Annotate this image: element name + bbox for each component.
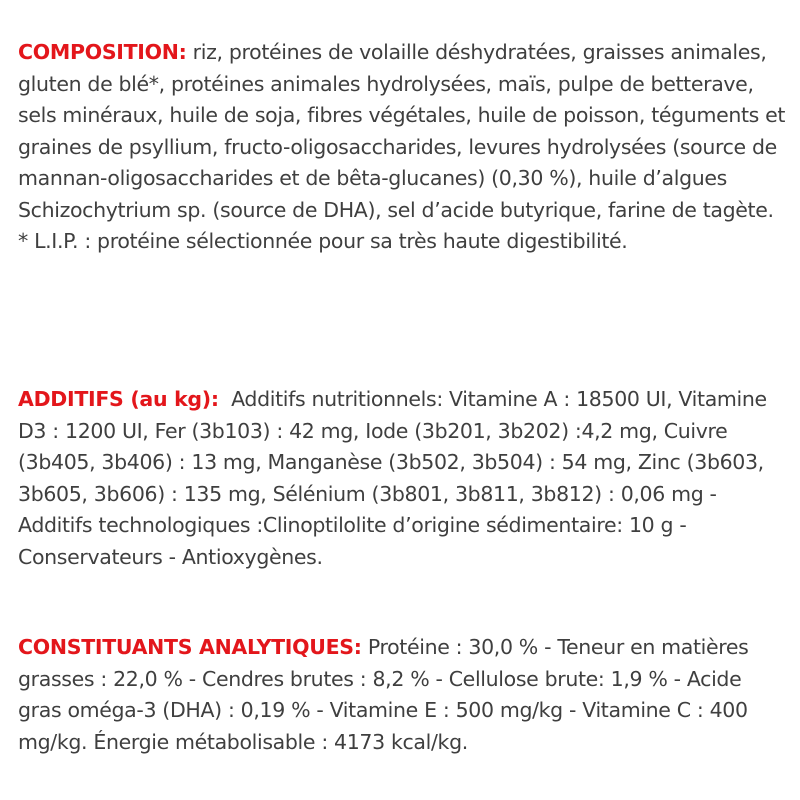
constituants-label: CONSTITUANTS ANALYTIQUES: xyxy=(18,635,362,659)
additifs-text: Additifs nutritionnels: Vitamine A : 18500 UI, Vitamine D3 : 1200 UI, Fer (3b103) : 42 mg, Iode (3b201, 3b202) :4,2 mg, Cuivre (3b405, 3b406) : 13 mg, Manganèse (3b502, 3b504) : 54 mg, Zinc (3b603, 3b605, 3b606) : 135 mg, Sélénium (3b801, 3b811, 3b812) : 0,06 mg - Additifs technologiques :Clinoptilolite d’origine sédimentaire: 10 g - Conservateurs - Antioxygènes. xyxy=(18,387,773,569)
additifs-section xyxy=(18,384,788,573)
additifs-label: ADDITIFS (au kg): xyxy=(18,387,219,411)
constituants-section xyxy=(18,632,788,758)
composition-text: riz, protéines de volaille déshydratées, graisses animales, gluten de blé*, protéines animales hydrolysées, maïs, pulpe de betterave, sels minéraux, huile de soja, fibres végétales, huile de poisson, téguments et graines de psyllium, fructo-oligosaccharides, levures hydrolysées (source de mannan-oligosaccharides et de bêta-glucanes) (0,30 %), huile d’algues Schizochytrium sp. (source de DHA), sel d’acide butyrique, farine de tagète. * L.I.P. : protéine sélectionnée pour sa très haute digestibilité. xyxy=(18,40,786,253)
composition-section xyxy=(18,37,788,258)
composition-label: COMPOSITION: xyxy=(18,40,187,64)
constituants-text: Protéine : 30,0 % - Teneur en matières grasses : 22,0 % - Cendres brutes : 8,2 % - Cellulose brute: 1,9 % - Acide gras oméga-3 (DHA) : 0,19 % - Vitamine E : 500 mg/kg - Vitamine C : 400 mg/kg. Énergie métabolisable : 4173 kcal/kg. xyxy=(18,635,749,754)
